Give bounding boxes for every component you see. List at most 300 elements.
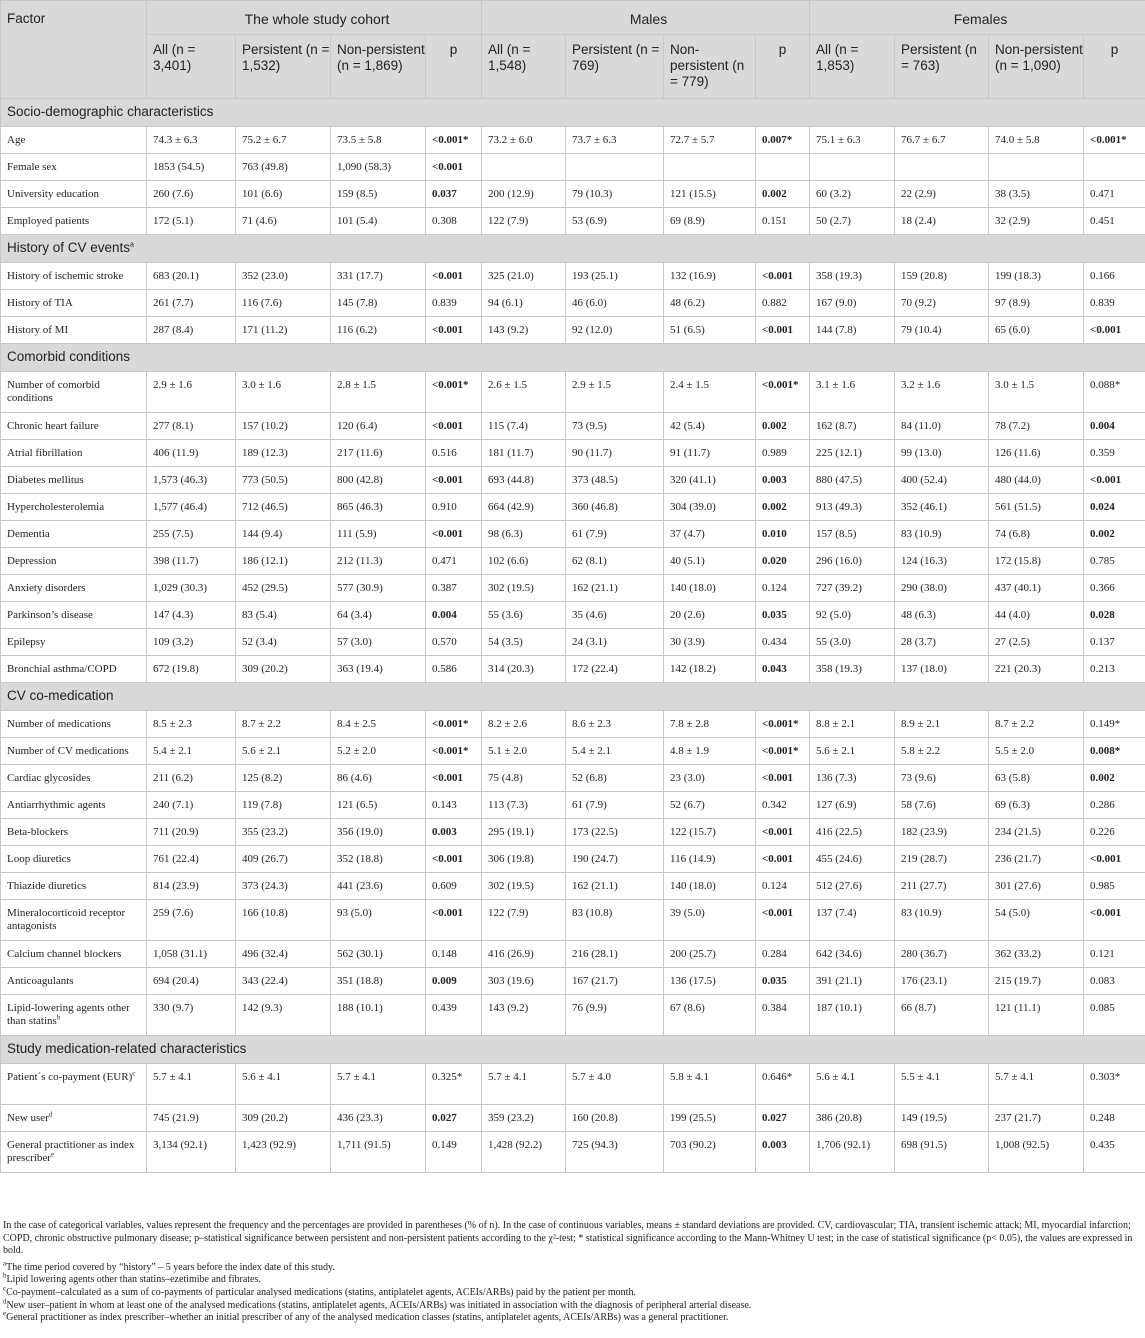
table-cell: 325 (21.0) <box>482 263 566 290</box>
table-cell: 159 (20.8) <box>895 263 989 290</box>
table-cell: 46 (6.0) <box>566 290 664 317</box>
footnote-main: In the case of categorical variables, values represent the frequency and the percentages are provided in parentheses (% of n). In the case of continuous variables, means ± standard deviations are provided. CV, cardiovascular; TIA, transient ischemic attack; MI, myocardial infarction; COPD, chronic obstructive pulmonary disease; p–statistical significance between persistent and non-persistent patients according to the χ²-test; * statistical significance according to the Mann-Whitney U test; in the case of statistical significance (p< 0.05), the values are expressed in bold. <box>3 1220 1133 1257</box>
table-cell: 2.6 ± 1.5 <box>482 372 566 413</box>
table-cell: 44 (4.0) <box>989 602 1084 629</box>
section-header-row <box>1 1036 1145 1064</box>
section-title-text: History of CV events <box>7 240 131 255</box>
footnote-marker: e <box>3 1309 7 1318</box>
p-value-cell: <0.001 <box>426 413 482 440</box>
table-cell: 727 (39.2) <box>810 575 895 602</box>
p-value-cell: 0.137 <box>1084 629 1145 656</box>
p-value-cell: 0.785 <box>1084 548 1145 575</box>
table-cell: 79 (10.4) <box>895 317 989 344</box>
table-cell: 52 (3.4) <box>236 629 331 656</box>
row-label <box>1 711 147 738</box>
p-value-cell: 0.124 <box>756 873 810 900</box>
table-cell: 352 (23.0) <box>236 263 331 290</box>
row-label <box>1 181 147 208</box>
table-row <box>1 1132 1145 1173</box>
p-value-cell: 0.035 <box>756 968 810 995</box>
p-value-cell <box>756 154 810 181</box>
table-cell: 225 (12.1) <box>810 440 895 467</box>
p-value-cell: 0.308 <box>426 208 482 235</box>
table-cell: 70 (9.2) <box>895 290 989 317</box>
section-title <box>1 235 1145 263</box>
table-cell: 142 (9.3) <box>236 995 331 1036</box>
table-cell: 92 (12.0) <box>566 317 664 344</box>
table-cell: 172 (22.4) <box>566 656 664 683</box>
p-value-cell: 0.002 <box>756 494 810 521</box>
row-label-text: Lipid-lowering agents other than statins <box>7 1002 130 1027</box>
table-cell: 137 (7.4) <box>810 900 895 941</box>
sub-header-row <box>1 35 1145 99</box>
table-cell: 74.3 ± 6.3 <box>147 127 236 154</box>
table-cell: 814 (23.9) <box>147 873 236 900</box>
table-cell: 303 (19.6) <box>482 968 566 995</box>
table-cell: 115 (7.4) <box>482 413 566 440</box>
table-cell: 199 (25.5) <box>664 1105 756 1132</box>
row-label <box>1 656 147 683</box>
p-value-cell: 0.248 <box>1084 1105 1145 1132</box>
table-row <box>1 440 1145 467</box>
row-label-text: Hypercholesterolemia <box>7 501 105 513</box>
table-cell: 409 (26.7) <box>236 846 331 873</box>
table-cell: 48 (6.3) <box>895 602 989 629</box>
table-cell: 76.7 ± 6.7 <box>895 127 989 154</box>
p-value-cell: 0.027 <box>426 1105 482 1132</box>
table-cell: 441 (23.6) <box>331 873 426 900</box>
table-cell: 54 (5.0) <box>989 900 1084 941</box>
table-cell: 137 (18.0) <box>895 656 989 683</box>
table-row <box>1 467 1145 494</box>
table-cell: 24 (3.1) <box>566 629 664 656</box>
table-cell: 437 (40.1) <box>989 575 1084 602</box>
row-label-text: New user <box>7 1112 49 1124</box>
footnote-d <box>0 1297 1140 1313</box>
table-cell: 480 (44.0) <box>989 467 1084 494</box>
table-cell: 91 (11.7) <box>664 440 756 467</box>
row-label-text: Mineralocorticoid receptor antagonists <box>7 907 126 932</box>
table-cell: 125 (8.2) <box>236 765 331 792</box>
table-row <box>1 900 1145 941</box>
table-cell: 301 (27.6) <box>989 873 1084 900</box>
table-cell: 309 (20.2) <box>236 1105 331 1132</box>
table-cell: 5.7 ± 4.1 <box>331 1064 426 1105</box>
table-row <box>1 290 1145 317</box>
table-cell: 1,008 (92.5) <box>989 1132 1084 1173</box>
subheader-females-p: p <box>1084 35 1145 99</box>
p-value-cell: 0.003 <box>426 819 482 846</box>
section-title-text: Comorbid conditions <box>7 349 131 364</box>
row-label-text: Parkinson’s disease <box>7 609 93 621</box>
table-cell: 240 (7.1) <box>147 792 236 819</box>
table-cell: 30 (3.9) <box>664 629 756 656</box>
section-header-row <box>1 99 1145 127</box>
table-row <box>1 548 1145 575</box>
table-cell: 38 (3.5) <box>989 181 1084 208</box>
row-label <box>1 494 147 521</box>
p-value-cell: 0.085 <box>1084 995 1145 1036</box>
table-cell: 1,090 (58.3) <box>331 154 426 181</box>
table-cell: 166 (10.8) <box>236 900 331 941</box>
p-value-cell: 0.226 <box>1084 819 1145 846</box>
table-cell: 181 (11.7) <box>482 440 566 467</box>
table-cell: 314 (20.3) <box>482 656 566 683</box>
p-value-cell: 0.043 <box>756 656 810 683</box>
p-value-cell: <0.001 <box>426 467 482 494</box>
p-value-cell: 0.027 <box>756 1105 810 1132</box>
table-cell: 186 (12.1) <box>236 548 331 575</box>
row-label <box>1 127 147 154</box>
footnote-c <box>0 1284 1140 1300</box>
p-value-cell: 0.471 <box>426 548 482 575</box>
table-cell: 8.6 ± 2.3 <box>566 711 664 738</box>
table-cell: 120 (6.4) <box>331 413 426 440</box>
table-cell: 8.5 ± 2.3 <box>147 711 236 738</box>
table-cell: 160 (20.8) <box>566 1105 664 1132</box>
row-label <box>1 1064 147 1105</box>
p-value-cell: 0.451 <box>1084 208 1145 235</box>
p-value-cell: 0.002 <box>756 413 810 440</box>
row-label <box>1 738 147 765</box>
table-cell: 140 (18.0) <box>664 873 756 900</box>
table-cell: 672 (19.8) <box>147 656 236 683</box>
table-cell: 159 (8.5) <box>331 181 426 208</box>
table-cell: 97 (8.9) <box>989 290 1084 317</box>
table-cell: 200 (12.9) <box>482 181 566 208</box>
p-value-cell: 0.010 <box>756 521 810 548</box>
table-cell: 23 (3.0) <box>664 765 756 792</box>
table-cell: 52 (6.7) <box>664 792 756 819</box>
row-label-text: Anxiety disorders <box>7 582 86 594</box>
table-cell: 302 (19.5) <box>482 873 566 900</box>
table-row <box>1 181 1145 208</box>
row-label <box>1 548 147 575</box>
table-cell: 290 (38.0) <box>895 575 989 602</box>
table-cell <box>482 154 566 181</box>
footnote-text: New user–patient in whom at least one of the analysed medications (statins, antiplatelet agents, ACEIs/ARBs) was initiated in association with the diagnosis of peripheral arterial disease. <box>6 1299 752 1311</box>
table-row <box>1 941 1145 968</box>
table-cell: 237 (21.7) <box>989 1105 1084 1132</box>
table-cell: 880 (47.5) <box>810 467 895 494</box>
table-cell: 416 (22.5) <box>810 819 895 846</box>
table-cell: 320 (41.1) <box>664 467 756 494</box>
subheader-males-p: p <box>756 35 810 99</box>
subheader-cohort-non-persistent: Non-persistent (n = 1,869) <box>331 35 426 99</box>
table-cell: 1,706 (92.1) <box>810 1132 895 1173</box>
subheader-males-persistent: Persistent (n = 769) <box>566 35 664 99</box>
table-cell: 1,058 (31.1) <box>147 941 236 968</box>
row-label-text: Loop diuretics <box>7 853 71 865</box>
table-cell: 121 (11.1) <box>989 995 1084 1036</box>
table-cell: 119 (7.8) <box>236 792 331 819</box>
p-value-cell: 0.083 <box>1084 968 1145 995</box>
table-cell: 74 (6.8) <box>989 521 1084 548</box>
row-label <box>1 792 147 819</box>
table-cell: 1,577 (46.4) <box>147 494 236 521</box>
p-value-cell: <0.001 <box>756 900 810 941</box>
footnote-text: Co-payment–calculated as a sum of co-payments of particular analysed medications (statins, antiplatelet agents, ACEIs/ARBs) paid by the patient per month. <box>6 1286 636 1298</box>
table-row <box>1 846 1145 873</box>
table-cell: 496 (32.4) <box>236 941 331 968</box>
table-cell: 122 (15.7) <box>664 819 756 846</box>
table-cell: 1,029 (30.3) <box>147 575 236 602</box>
row-label <box>1 521 147 548</box>
table-row <box>1 521 1145 548</box>
p-value-cell: <0.001 <box>426 263 482 290</box>
table-cell: 75.2 ± 6.7 <box>236 127 331 154</box>
p-value-cell: 0.002 <box>756 181 810 208</box>
table-cell: 73.2 ± 6.0 <box>482 127 566 154</box>
table-cell: 1,573 (46.3) <box>147 467 236 494</box>
table-row <box>1 819 1145 846</box>
table-cell: 3,134 (92.1) <box>147 1132 236 1173</box>
footnote-marker: a <box>3 1259 7 1268</box>
table-cell: 143 (9.2) <box>482 317 566 344</box>
table-cell: 400 (52.4) <box>895 467 989 494</box>
p-value-cell: 0.024 <box>1084 494 1145 521</box>
row-label <box>1 819 147 846</box>
table-cell: 355 (23.2) <box>236 819 331 846</box>
table-cell: 92 (5.0) <box>810 602 895 629</box>
table-cell: 406 (11.9) <box>147 440 236 467</box>
row-label-text: Epilepsy <box>7 636 46 648</box>
table-cell: 296 (16.0) <box>810 548 895 575</box>
table-cell: 93 (5.0) <box>331 900 426 941</box>
table-cell: 351 (18.8) <box>331 968 426 995</box>
table-cell: 72.7 ± 5.7 <box>664 127 756 154</box>
p-value-cell: <0.001 <box>756 317 810 344</box>
table-cell: 98 (6.3) <box>482 521 566 548</box>
p-value-cell: 0.839 <box>1084 290 1145 317</box>
table-cell: 452 (29.5) <box>236 575 331 602</box>
table-cell: 8.7 ± 2.2 <box>236 711 331 738</box>
table-cell: 67 (8.6) <box>664 995 756 1036</box>
table-cell: 773 (50.5) <box>236 467 331 494</box>
p-value-cell: 0.570 <box>426 629 482 656</box>
table-cell: 5.5 ± 4.1 <box>895 1064 989 1105</box>
footnote-text: The time period covered by “history” – 5 years before the index date of this study. <box>6 1261 335 1273</box>
row-label <box>1 1105 147 1132</box>
p-value-cell: 0.149 <box>426 1132 482 1173</box>
table-cell: 60 (3.2) <box>810 181 895 208</box>
table-cell: 352 (18.8) <box>331 846 426 873</box>
table-cell: 219 (28.7) <box>895 846 989 873</box>
table-cell: 66 (8.7) <box>895 995 989 1036</box>
p-value-cell: 0.439 <box>426 995 482 1036</box>
p-value-cell <box>1084 154 1145 181</box>
row-label-text: History of TIA <box>7 297 73 309</box>
table-cell: 352 (46.1) <box>895 494 989 521</box>
row-label-text: History of MI <box>7 324 69 336</box>
p-value-cell: 0.342 <box>756 792 810 819</box>
table-row <box>1 372 1145 413</box>
table-cell: 145 (7.8) <box>331 290 426 317</box>
table-cell: 2.9 ± 1.5 <box>566 372 664 413</box>
table-cell: 83 (10.8) <box>566 900 664 941</box>
table-cell: 259 (7.6) <box>147 900 236 941</box>
row-label <box>1 995 147 1036</box>
subheader-females-persistent: Persistent (n = 763) <box>895 35 989 99</box>
table-cell: 109 (3.2) <box>147 629 236 656</box>
p-value-cell: 0.002 <box>1084 765 1145 792</box>
table-cell: 132 (16.9) <box>664 263 756 290</box>
table-cell: 57 (3.0) <box>331 629 426 656</box>
row-label-text: Thiazide diuretics <box>7 880 87 892</box>
subheader-females-non-persistent: Non-persistent (n = 1,090) <box>989 35 1084 99</box>
p-value-cell: <0.001* <box>426 738 482 765</box>
table-cell: 61 (7.9) <box>566 521 664 548</box>
p-value-cell: <0.001 <box>426 846 482 873</box>
table-cell: 136 (17.5) <box>664 968 756 995</box>
table-row <box>1 127 1145 154</box>
table-cell: 73.5 ± 5.8 <box>331 127 426 154</box>
footnote-marker: c <box>132 1069 136 1078</box>
table-cell: 190 (24.7) <box>566 846 664 873</box>
table-cell: 698 (91.5) <box>895 1132 989 1173</box>
row-label-text: Atrial fibrillation <box>7 447 83 459</box>
row-label <box>1 575 147 602</box>
table-cell: 142 (18.2) <box>664 656 756 683</box>
table-body <box>1 99 1145 1173</box>
table-cell: 4.8 ± 1.9 <box>664 738 756 765</box>
table-cell: 5.7 ± 4.1 <box>147 1064 236 1105</box>
table-row <box>1 995 1145 1036</box>
table-cell: 358 (19.3) <box>810 656 895 683</box>
row-label-text: Dementia <box>7 528 50 540</box>
table-cell: 711 (20.9) <box>147 819 236 846</box>
p-value-cell: <0.001 <box>426 900 482 941</box>
table-cell: 304 (39.0) <box>664 494 756 521</box>
row-label <box>1 1132 147 1173</box>
table-cell: 187 (10.1) <box>810 995 895 1036</box>
row-label-text: Number of medications <box>7 718 111 730</box>
table-row <box>1 765 1145 792</box>
table-cell: 212 (11.3) <box>331 548 426 575</box>
table-cell: 359 (23.2) <box>482 1105 566 1132</box>
table-cell: 55 (3.0) <box>810 629 895 656</box>
row-label-text: Depression <box>7 555 57 567</box>
table-cell: 577 (30.9) <box>331 575 426 602</box>
table-cell: 64 (3.4) <box>331 602 426 629</box>
row-label-text: Chronic heart failure <box>7 420 99 432</box>
table-cell: 1,423 (92.9) <box>236 1132 331 1173</box>
table-cell: 74.0 ± 5.8 <box>989 127 1084 154</box>
table-cell <box>664 154 756 181</box>
row-label-text: Beta-blockers <box>7 826 69 838</box>
table-row <box>1 968 1145 995</box>
table-cell: 20 (2.6) <box>664 602 756 629</box>
table-cell: 216 (28.1) <box>566 941 664 968</box>
table-cell: 143 (9.2) <box>482 995 566 1036</box>
table-cell: 277 (8.1) <box>147 413 236 440</box>
table-cell: 693 (44.8) <box>482 467 566 494</box>
p-value-cell: <0.001 <box>426 317 482 344</box>
table-row <box>1 263 1145 290</box>
table-cell: 642 (34.6) <box>810 941 895 968</box>
table-cell: 664 (42.9) <box>482 494 566 521</box>
section-title <box>1 683 1145 711</box>
table-cell: 8.2 ± 2.6 <box>482 711 566 738</box>
subheader-cohort-p: p <box>426 35 482 99</box>
table-cell: 94 (6.1) <box>482 290 566 317</box>
table-cell: 171 (11.2) <box>236 317 331 344</box>
row-label-text: Calcium channel blockers <box>7 948 122 960</box>
section-title-text: Study medication-related characteristics <box>7 1041 247 1056</box>
table-cell: 3.0 ± 1.6 <box>236 372 331 413</box>
table-cell: 144 (7.8) <box>810 317 895 344</box>
p-value-cell: <0.001 <box>426 765 482 792</box>
section-title-text: CV co-medication <box>7 688 114 703</box>
table-cell: 167 (21.7) <box>566 968 664 995</box>
table-cell: 75.1 ± 6.3 <box>810 127 895 154</box>
p-value-cell: 0.435 <box>1084 1132 1145 1173</box>
table-cell: 386 (20.8) <box>810 1105 895 1132</box>
table-cell: 35 (4.6) <box>566 602 664 629</box>
p-value-cell: 0.149* <box>1084 711 1145 738</box>
p-value-cell: 0.124 <box>756 575 810 602</box>
table-cell: 40 (5.1) <box>664 548 756 575</box>
table-cell: 5.1 ± 2.0 <box>482 738 566 765</box>
p-value-cell: 0.284 <box>756 941 810 968</box>
table-cell: 362 (33.2) <box>989 941 1084 968</box>
table-cell: 712 (46.5) <box>236 494 331 521</box>
table-cell: 5.4 ± 2.1 <box>566 738 664 765</box>
table-cell: 221 (20.3) <box>989 656 1084 683</box>
table-cell: 1853 (54.5) <box>147 154 236 181</box>
table-cell: 172 (5.1) <box>147 208 236 235</box>
table-cell: 71 (4.6) <box>236 208 331 235</box>
table-cell: 73.7 ± 6.3 <box>566 127 664 154</box>
table-cell: 8.4 ± 2.5 <box>331 711 426 738</box>
table-cell: 193 (25.1) <box>566 263 664 290</box>
table-row <box>1 873 1145 900</box>
row-label <box>1 290 147 317</box>
row-label <box>1 154 147 181</box>
table-cell: 5.6 ± 2.1 <box>236 738 331 765</box>
p-value-cell: 0.359 <box>1084 440 1145 467</box>
table-cell: 5.7 ± 4.1 <box>989 1064 1084 1105</box>
section-header-row <box>1 235 1145 263</box>
table-cell: 121 (6.5) <box>331 792 426 819</box>
row-label <box>1 602 147 629</box>
table-row <box>1 1105 1145 1132</box>
p-value-cell: 0.008* <box>1084 738 1145 765</box>
table-cell: 144 (9.4) <box>236 521 331 548</box>
p-value-cell: 0.151 <box>756 208 810 235</box>
table-cell: 5.6 ± 4.1 <box>236 1064 331 1105</box>
table-cell: 124 (16.3) <box>895 548 989 575</box>
table-row <box>1 738 1145 765</box>
p-value-cell: 0.003 <box>756 467 810 494</box>
table-cell: 176 (23.1) <box>895 968 989 995</box>
table-cell: 5.6 ± 2.1 <box>810 738 895 765</box>
table-row <box>1 656 1145 683</box>
footnote-marker: b <box>3 1272 7 1281</box>
table-cell: 48 (6.2) <box>664 290 756 317</box>
footnote-marker: a <box>130 241 134 249</box>
p-value-cell: 0.121 <box>1084 941 1145 968</box>
table-cell: 52 (6.8) <box>566 765 664 792</box>
table-cell: 562 (30.1) <box>331 941 426 968</box>
row-label-text: Number of CV medications <box>7 745 129 757</box>
table-cell: 61 (7.9) <box>566 792 664 819</box>
p-value-cell: 0.166 <box>1084 263 1145 290</box>
table-cell: 83 (5.4) <box>236 602 331 629</box>
row-label-text: Patient´s co-payment (EUR) <box>7 1071 133 1083</box>
p-value-cell: 0.882 <box>756 290 810 317</box>
table-cell: 356 (19.0) <box>331 819 426 846</box>
